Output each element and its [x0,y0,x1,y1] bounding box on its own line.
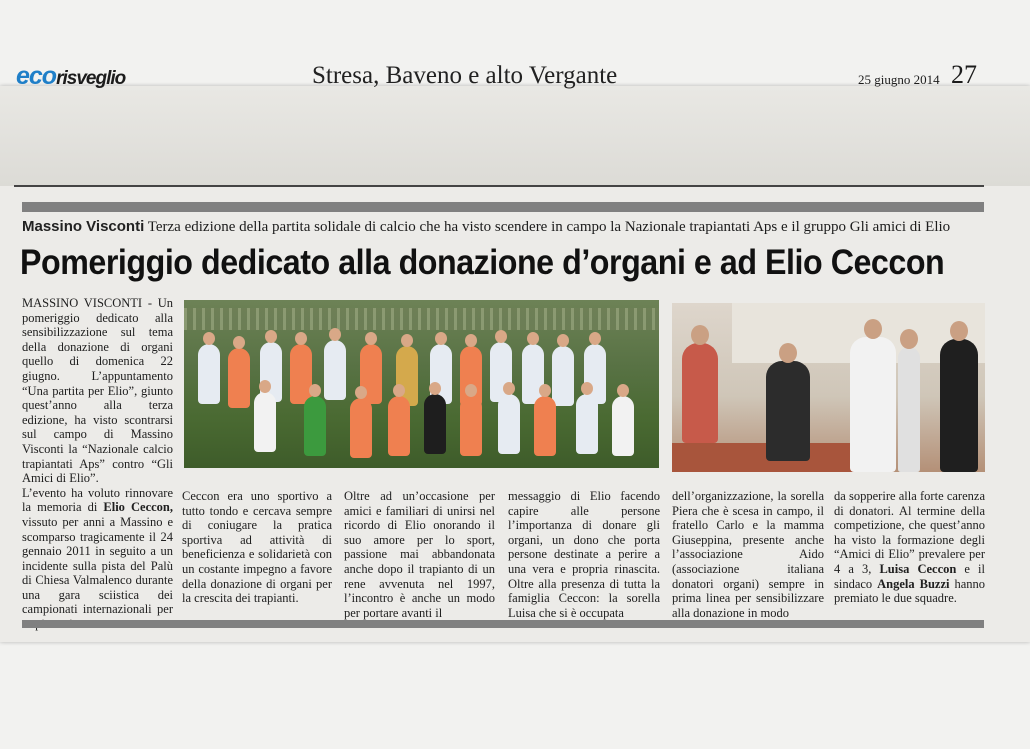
photo-player [534,396,556,456]
photo-person [766,361,810,461]
column-6-text-b: e il sindaco [834,561,985,591]
photo-player [254,392,276,452]
article-column-3: Oltre ad un’occasione per amici e familiari di unirsi nel ricordo di Elio onorando il suo amore per lo sport, passione mai abbandonata anche dopo il trapianto di un rene avvenuta nel 1997, l’incontro è anche un modo per portare avanti il [344,489,495,620]
kicker-text: Terza edizione della partita solidale di calcio che ha visto scendere in campo la Nazionale trapiantati Aps e il gruppo Gli amici di Elio [147,219,951,235]
article-bottom-bar [22,620,984,628]
article-kicker [22,218,950,236]
team-photo [184,300,659,468]
masthead-band [0,86,1030,186]
article-column-6 [834,489,985,606]
kicker-place: Massino Visconti [22,218,145,235]
photo-person [898,347,920,472]
column-6-text-a: da sopperire alla forte carenza di donatori. Al termine della competizione, che quest’anno ha visto la formazione degli “Amici di Elio” prevalere per 4 a 3, [834,489,985,576]
photo-player [304,396,326,456]
photo-player [552,346,574,406]
photo-player [612,396,634,456]
logo-eco: eco [16,62,57,90]
photo-player [290,344,312,404]
column-1-bold: Elio Ceccon, [103,500,173,515]
award-photo [672,303,985,472]
article-headline: Pomeriggio dedicato alla donazione d’organi e ad Elio Ceccon [20,243,945,282]
photo-player [198,344,220,404]
article-top-bar [22,202,984,212]
article-column-2: Ceccon era uno sportivo a tutto tondo e cercava sempre di coniugare la pratica sportiva ad attività di beneficienza e solidarietà con un costante impegno a favore della donazione di organi per la crescita dei trapianti. [182,489,332,606]
photo-person [682,343,718,443]
photo-player [228,348,250,408]
photo-player [424,394,446,454]
photo-person [850,337,896,472]
page-number: 27 [951,60,977,89]
column-1-text-a: MASSINO VISCONTI - Un pomeriggio dedicato alla sensibilizzazione sul tema della donazione di organi quello di domenica 22 giugno. L’appuntamento “Una partita per Elio”, giunto quest’anno alla terza edizione, ha visto scontrarsi sul campo di Massino Visconti la “Nazionale calcio trapiantati Aps” contro “Gli Amici di Elio”. L’evento ha voluto rinnovare la memoria di [22,296,173,515]
article-column-4: messaggio di Elio facendo capire alle persone l’importanza di donare gli organi, un dono che porta persone destinate a perire a una vera e propria rinascita. Oltre alla presenza di tutta la famiglia Ceccon: la sorella Luisa che si è occupata [508,489,660,620]
section-title: Stresa, Baveno e alto Vergante [312,62,618,89]
logo-risveglio: risveglio [56,68,126,89]
photo-player [460,396,482,456]
masthead-rule [14,185,984,187]
column-6-bold-2: Angela Buzzi [877,576,950,591]
photo-fence [184,308,659,330]
photo-player [350,398,372,458]
column-1-text-b: vissuto per anni a Massino e scomparso tragicamente il 24 gennaio 2011 in seguito a un incidente sulla pista del Palù di Chiesa Valmalenco durante una gara sciistica dei campionati internazionali per [22,514,173,617]
photo-player [498,394,520,454]
newspaper-logo [16,62,125,91]
photo-person [940,339,978,472]
photo-player [576,394,598,454]
photo-player [324,340,346,400]
column-6-bold-1: Luisa Ceccon [879,561,957,576]
photo-player [388,396,410,456]
article-column-5: dell’organizzazione, la sorella Piera che è scesa in campo, il fratello Carlo e la mamma Giuseppina, presente anche l’associazione Aido (associazione italiana donatori organi) sempre in prima linea per sensibilizzare alla donazione in modo [672,489,824,620]
issue-date: 25 giugno 2014 [858,72,940,87]
column-6-text-c: hanno premiato le due squadre. [834,576,985,606]
article-column-1 [22,296,173,632]
